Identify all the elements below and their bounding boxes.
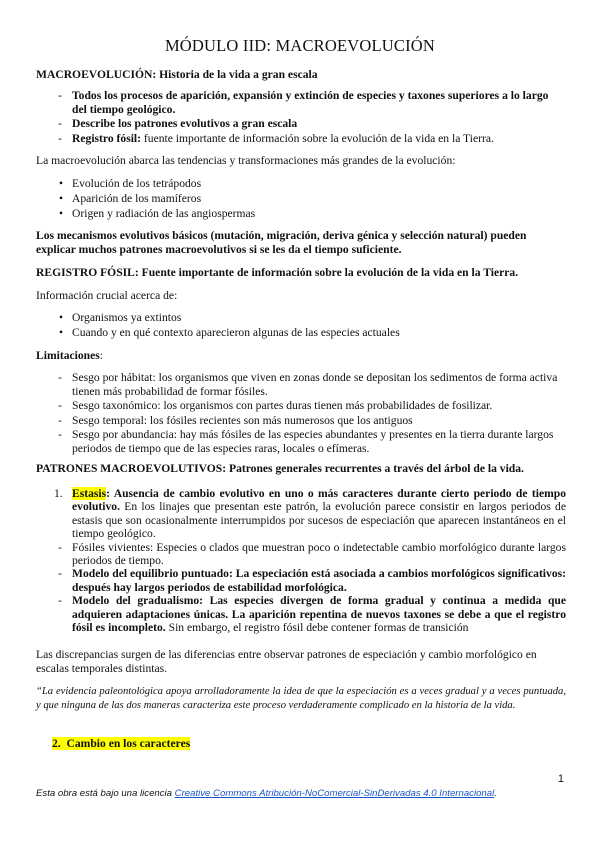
license-link[interactable]: Creative Commons Atribución-NoComercial-SinDerivadas 4.0 Internacional	[174, 788, 495, 799]
limitations-list	[36, 371, 566, 456]
list-item: • Cuando y en qué contexto aparecieron algunas de las especies actuales	[36, 325, 566, 340]
list-item-cambio-caracteres	[36, 737, 582, 751]
page-number: 1	[557, 773, 564, 785]
list-item: • Evolución de los tetrápodos	[36, 176, 566, 191]
list-item-fosiles-vivientes: - Fósiles vivientes: Especies o clados que muestran poco o indetectable cambio morfológico durante largos periodos de tiempo.	[36, 541, 566, 568]
list-item: - Todos los procesos de aparición, expansión y extinción de especies y taxones superiores a lo largo del tiempo geológico.	[36, 89, 566, 117]
list-item-estasis: 1. Estasis: Ausencia de cambio evolutivo en uno o más caracteres durante cierto periodo de tiempo evolutivo. En los linajes que presentan este patrón, la evolución parece consistir en largos periodos de estasis que son ocasionalmente interrumpidos por sucesos de especiación que aparecen instantáneos en el tiempo geológico.	[54, 487, 566, 541]
list-item: - Registro fósil: fuente importante de información sobre la evolución de la vida en la Tierra.	[36, 132, 566, 146]
quote-paleontological-evidence: “La evidencia paleontológica apoya arrolladoramente la idea de que la especiación es a veces gradual y a veces puntuada, y que ninguna de las dos maneras caracteriza este proceso verdaderamente complicado en la historia de la vida.	[36, 686, 566, 711]
list-item-equilibrio-puntuado: - Modelo del equilibrio puntuado: La especiación está asociada a cambios morfológicos significativos: después hay largos periodos de estabilidad morfológica.	[36, 567, 566, 594]
macroevolution-definition-list	[36, 89, 566, 146]
highlighted-heading: 2. Cambio en los caracteres	[52, 737, 191, 750]
crucial-info-bullet-list	[36, 310, 566, 340]
list-item: • Organismos ya extintos	[36, 310, 566, 325]
limitations-label: Limitaciones:	[36, 349, 103, 362]
section-heading-patrones: PATRONES MACROEVOLUTIVOS: Patrones generales recurrentes a través del árbol de la vida.	[36, 462, 524, 475]
list-item-gradualismo: - Modelo del gradualismo: Las especies divergen de forma gradual y continua a medida que adquieren adaptaciones únicas. La aparición repentina de nuevos taxones se debe a que el registro fósil es incompleto. Sin embargo, el registro fósil debe contener formas de transición	[36, 594, 566, 634]
paragraph-mechanisms: Los mecanismos evolutivos básicos (mutación, migración, deriva génica y selección natural) pueden explicar muchos patrones macroevolutivos si se les da el tiempo suficiente.	[36, 229, 527, 257]
list-item: • Aparición de los mamíferos	[36, 191, 566, 206]
list-item: - Describe los patrones evolutivos a gran escala	[36, 117, 566, 131]
section-heading-macroevolucion: MACROEVOLUCIÓN: Historia de la vida a gran escala	[36, 68, 318, 81]
list-item: - Sesgo por hábitat: los organismos que viven en zonas donde se depositan los sedimentos de forma activa tienen más probabilidad de formar fósiles.	[36, 371, 566, 399]
list-item: • Origen y radiación de las angiospermas	[36, 206, 566, 221]
section-heading-registro-fosil: REGISTRO FÓSIL: Fuente importante de información sobre la evolución de la vida en la Tierra.	[36, 266, 519, 279]
license-footer: Esta obra está bajo una licencia Creative Commons Atribución-NoComercial-SinDerivadas 4.0 Internacional.	[36, 788, 497, 799]
paragraph-crucial-info: Información crucial acerca de:	[36, 289, 178, 302]
paragraph-discrepancies: Las discrepancias surgen de las diferencias entre observar patrones de especiación y cambio morfológico en escalas temporales distintas.	[36, 648, 537, 676]
highlighted-term: Estasis	[72, 487, 107, 500]
list-item: - Sesgo temporal: los fósiles recientes son más numerosos que los antiguos	[36, 414, 566, 428]
page-title: MÓDULO IID: MACROEVOLUCIÓN	[164, 36, 436, 55]
list-item: - Sesgo taxonómico: los organismos con partes duras tienen más probabilidades de fosilizar.	[36, 399, 566, 413]
patterns-numbered-list	[36, 487, 566, 634]
trends-bullet-list	[36, 176, 566, 221]
paragraph-macroevolution-intro: La macroevolución abarca las tendencias y transformaciones más grandes de la evolución:	[36, 154, 456, 167]
list-item: - Sesgo por abundancia: hay más fósiles de las especies abundantes y presentes en la tierra durante largos periodos de tiempo que de las especies raras, locales o efímeras.	[36, 428, 566, 456]
